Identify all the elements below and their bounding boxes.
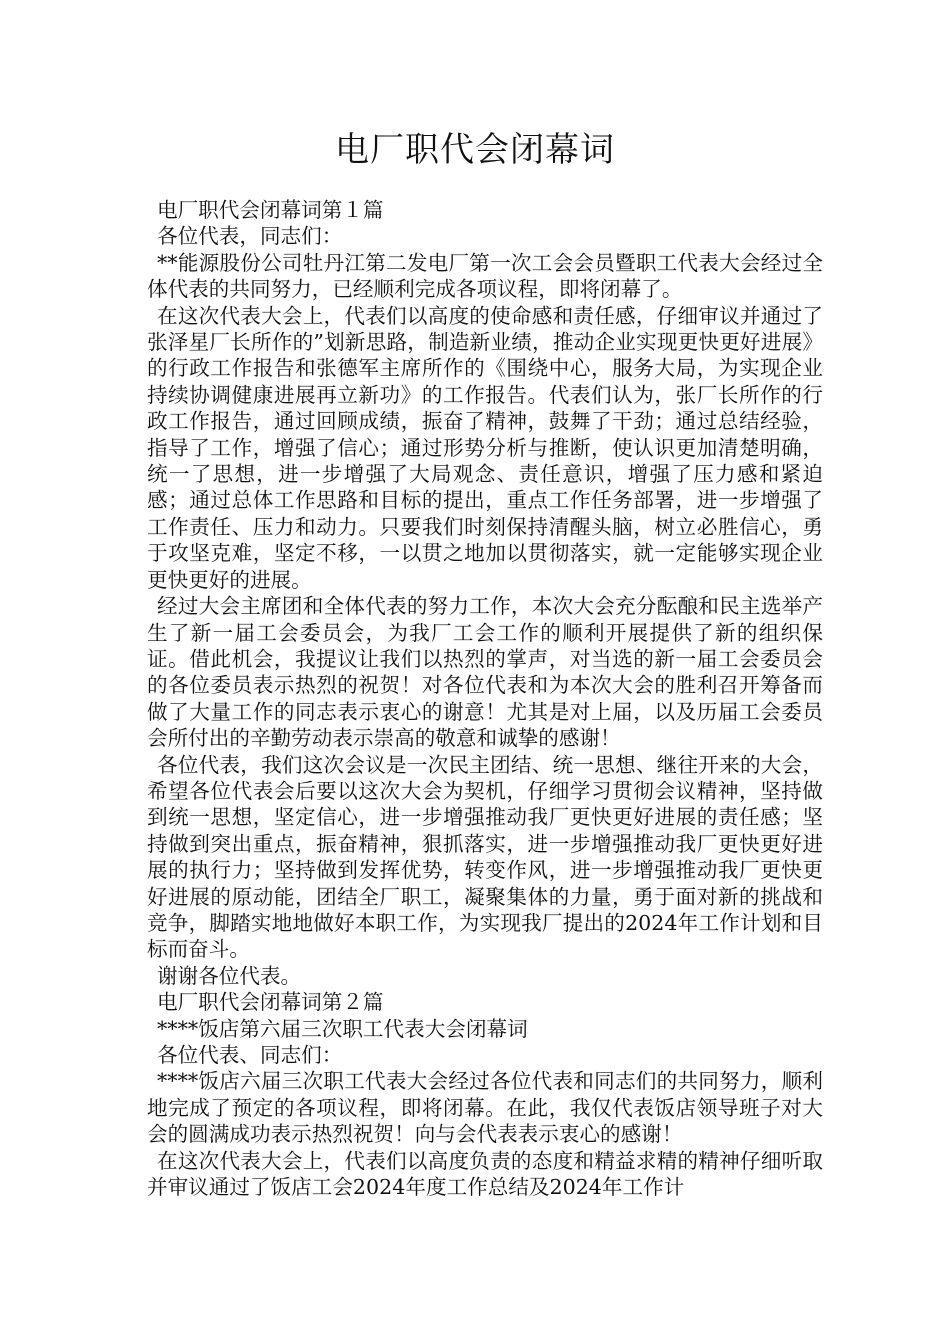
salutation: 各位代表、同志们：: [157, 1043, 343, 1067]
closing-thanks: 谢谢各位代表。: [157, 963, 302, 988]
paragraph: 经过大会主席团和全体代表的努力工作，本次大会充分酝酿和民主选举产生了新一届工会委员会，为我厂工会工作的顺利开展提供了新的组织保证。借此机会，我提议让我们以热烈的掌声，对当选的新一届工会委员会的各位委员表示热烈的祝贺！对各位代表和为本次大会的胜利召开筹备而做了大量工作的同志表示衷心的谢意！尤其是对上届，以及历届工会委员会所付出的辛勤劳动表示崇高的敬意和诚挚的感谢！: [147, 594, 823, 751]
paragraph: 在这次代表大会上，代表们以高度负责的态度和精益求精的精神仔细听取并审议通过了饭店工会2024年度工作总结及2024年工作计: [147, 1148, 823, 1200]
paragraph: ****饭店六届三次职工代表大会经过各位代表和同志们的共同努力，顺利地完成了预定的各项议程，即将闭幕。在此，我仅代表饭店领导班子对大会的圆满成功表示热烈祝贺！向与会代表表示衷心的感谢！: [147, 1069, 823, 1147]
document-title: 电厂职代会闭幕词: [335, 130, 615, 170]
paragraph: 各位代表，我们这次会议是一次民主团结、统一思想、继往开来的大会，希望各位代表会后要以这次大会为契机，仔细学习贯彻会议精神，坚持做到统一思想，坚定信心，进一步增强推动我厂更快更好进展的责任感；坚持做到突出重点，振奋精神，狠抓落实，进一步增强推动我厂更快更好进展的执行力；坚持做到发挥优势，转变作风，进一步增强推动我厂更快更好进展的原动能，团结全厂职工，凝聚集体的力量，勇于面对新的挑战和竞争，脚踏实地地做好本职工作，为实现我厂提出的2024年工作计划和目标而奋斗。: [147, 752, 823, 962]
speech-title: ****饭店第六届三次职工代表大会闭幕词: [157, 1016, 528, 1041]
document-body: [147, 197, 823, 1200]
paragraph: 在这次代表大会上，代表们以高度的使命感和责任感，仔细审议并通过了张泽星厂长所作的”划新思路，制造新业绩，推动企业实现更快更好进展》的行政工作报告和张德军主席所作的《围绕中心，服务大局，为实现企业持续协调健康进展再立新功》的工作报告。代表们认为，张厂长所作的行政工作报告，通过回顾成绩，振奋了精神，鼓舞了干劲；通过总结经验，指导了工作，增强了信心；通过形势分析与推断，使认识更加清楚明确，统一了思想，进一步增强了大局观念、责任意识，增强了压力感和紧迫感；通过总体工作思路和目标的提出，重点工作任务部署，进一步增强了工作责任、压力和动力。只要我们时刻保持清醒头脑，树立必胜信心，勇于攻坚克难，坚定不移，一以贯之地加以贯彻落实，就一定能够实现企业更快更好的进展。: [147, 303, 823, 592]
section-heading-2: 电厂职代会闭幕词第２篇: [157, 990, 384, 1015]
section-heading-1: 电厂职代会闭幕词第１篇: [157, 198, 384, 222]
salutation: 各位代表，同志们：: [157, 224, 343, 249]
paragraph: **能源股份公司牡丹江第二发电厂第一次工会会员暨职工代表大会经过全体代表的共同努力，已经顺利完成各项议程，即将闭幕了。: [147, 250, 823, 302]
